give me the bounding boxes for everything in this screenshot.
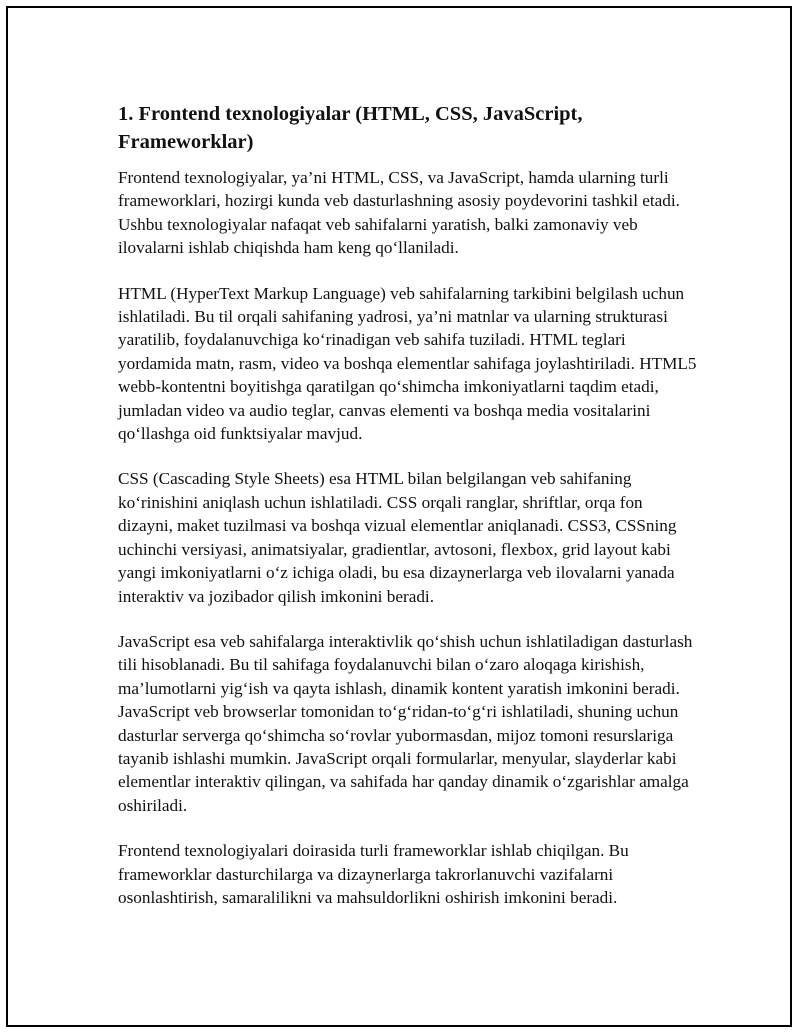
- paragraph-css: CSS (Cascading Style Sheets) esa HTML bilan belgilangan veb sahifaning ko‘rinishini aniqlash uchun ishlatiladi. CSS orqali ranglar, shriftlar, orqa fon dizayni, maket tuzilmasi va boshqa vizual elementlar aniqlanadi. CSS3, CSSning uchinchi versiyasi, animatsiyalar, gradientlar, avtosoni, flexbox, grid layout kabi yangi imkoniyatlarni o‘z ichiga oladi, bu esa dizaynerlarga veb ilovalarni yanada interaktiv va jozibador qilish imkonini beradi.: [118, 469, 677, 606]
- document-page: [6, 6, 792, 1027]
- paragraph-html: HTML (HyperText Markup Language) veb sahifalarning tarkibini belgilash uchun ishlatiladi. Bu til orqali sahifaning yadrosi, ya’ni matnlar va ularning strukturasi yaratilib, foydalanuvchiga ko‘rinadigan veb sahifa tuziladi. HTML teglari yordamida matn, rasm, video va boshqa elementlar sahifaga joylashtiriladi. HTML5 webb-kontentni boyitishga qaratilgan qo‘shimcha imkoniyatlarni taqdim etadi, jumladan video va audio teglar, canvas elementi va boshqa media vositalarini qo‘llashga oid funktsiyalar mavjud.: [118, 283, 697, 444]
- paragraph-javascript: JavaScript esa veb sahifalarga interaktivlik qo‘shish uchun ishlatiladigan dasturlash tili hisoblanadi. Bu til sahifaga foydalanuvchi bilan o‘zaro aloqaga kirishish, ma’lumotlarni yig‘ish va qayta ishlash, dinamik kontent yaratish imkonini beradi. JavaScript veb browserlar tomonidan to‘g‘ridan-to‘g‘ri ishlatiladi, shuning uchun dasturlar serverga qo‘shimcha so‘rovlar yubormasdan, mijoz tomoni resurslariga tayanib ishlashi mumkin. JavaScript orqali formularlar, menyular, slayderlar kabi elementlar interaktiv qilingan, va sahifada har qanday dinamik o‘zgarishlar amalga oshiriladi.: [118, 631, 693, 815]
- document-body: [118, 100, 698, 931]
- paragraph-intro: Frontend texnologiyalar, ya’ni HTML, CSS, va JavaScript, hamda ularning turli frameworklari, hozirgi kunda veb dasturlashning asosiy poydevorini tashkil etadi. Ushbu texnologiyalar nafaqat veb sahifalarni yaratish, balki zamonaviy veb ilovalarni ishlab chiqishda ham keng qo‘llaniladi.: [118, 168, 680, 258]
- section-heading: 1. Frontend texnologiyalar (HTML, CSS, JavaScript, Frameworklar): [118, 103, 583, 153]
- paragraph-frameworks: Frontend texnologiyalari doirasida turli frameworklar ishlab chiqilgan. Bu frameworklar dasturchilarga va dizaynerlarga takrorlanuvchi vazifalarni osonlashtirish, samaralilikni va mahsuldorlikni oshirish imkonini beradi.: [118, 841, 629, 907]
